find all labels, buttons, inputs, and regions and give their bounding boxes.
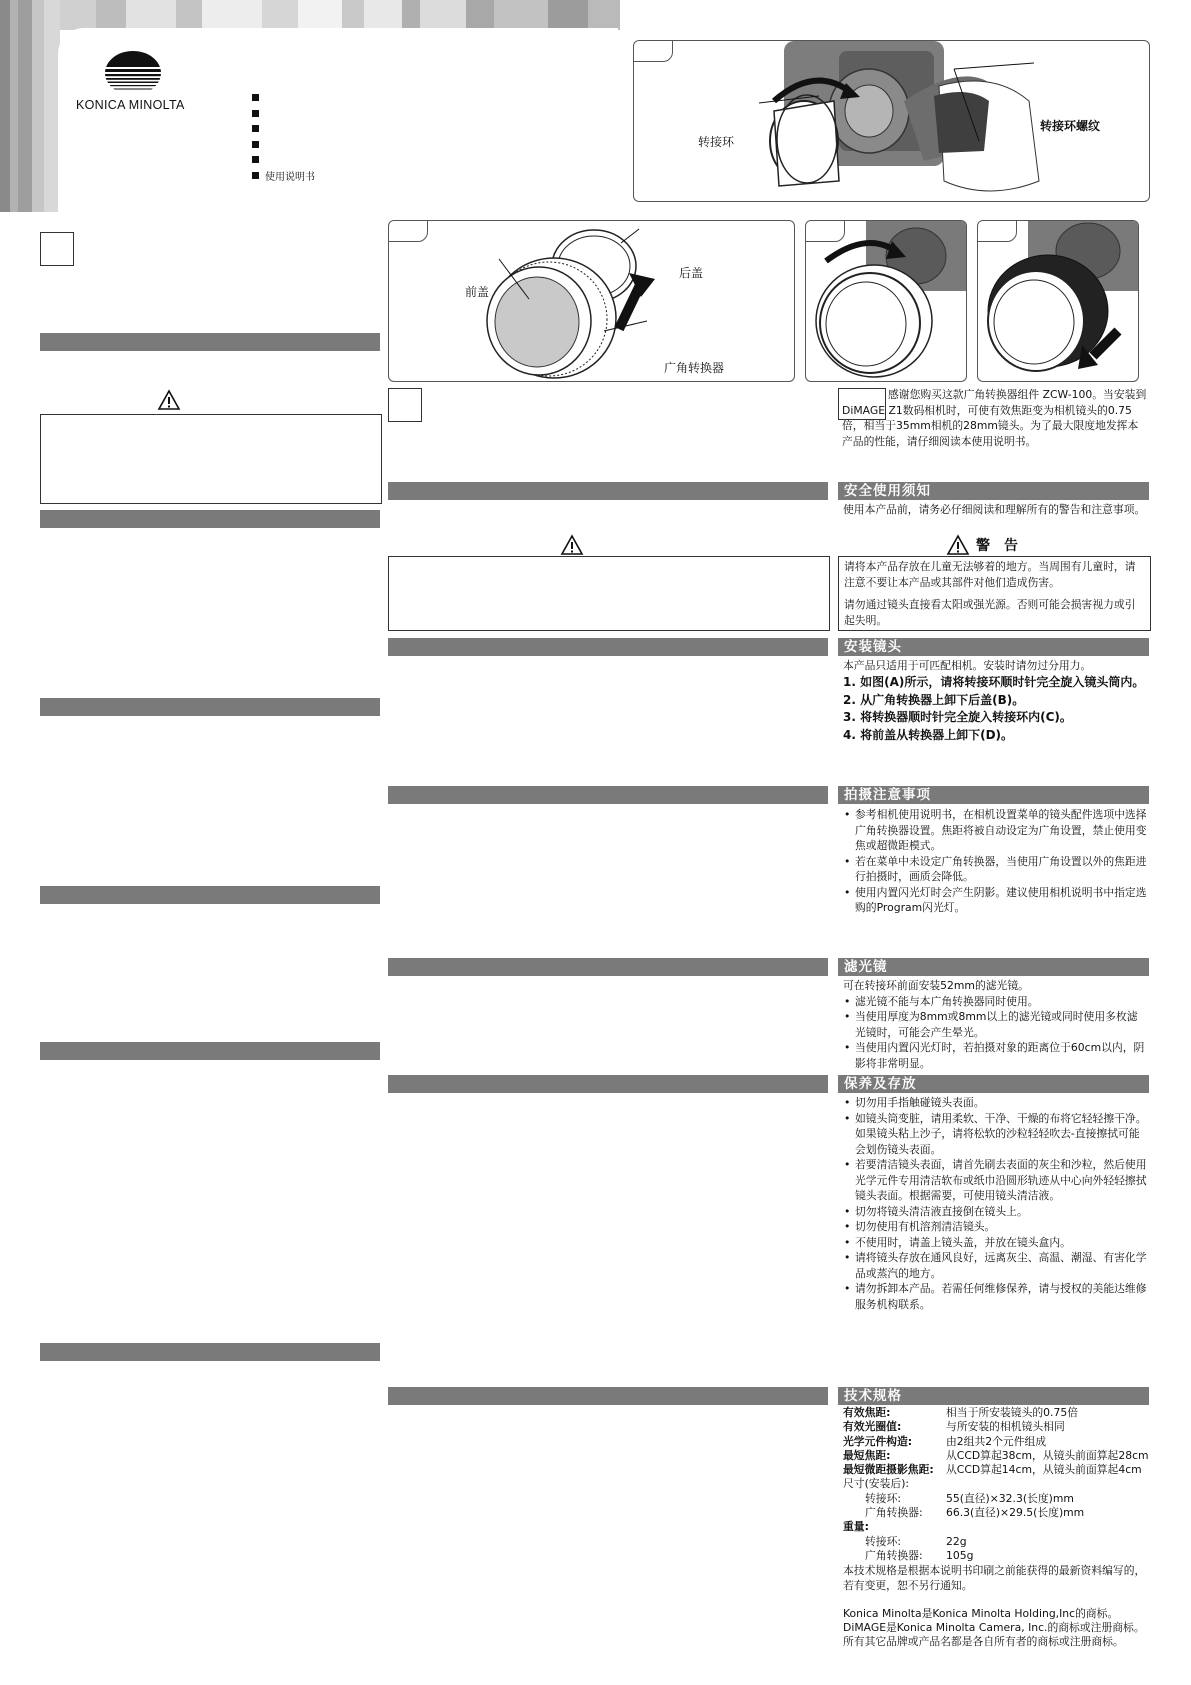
spec-key: 转接环:: [865, 1534, 902, 1548]
filters-title: 滤光镜: [844, 959, 888, 975]
spec-value: 66.3(直径)×29.5(长度)mm: [946, 1506, 1085, 1520]
spec-row: [843, 1449, 1153, 1463]
list-item: • 当使用厚度为8mm或8mm以上的滤光镜或同时使用多枚滤光镜时，可能会产生晕光。: [843, 1009, 1148, 1040]
spec-value: 从CCD算起14cm，从镜头前面算起4cm: [946, 1463, 1142, 1477]
mounting-step: 1. 如图(A)所示，请将转接环顺时针完全旋入镜头筒内。: [843, 675, 1145, 689]
spec-key: 有效光圈值:: [843, 1420, 902, 1434]
list-item: • 请将镜头存放在通风良好，远离灰尘、高温、潮湿、有害化学品或蒸汽的地方。: [843, 1250, 1148, 1281]
trademark-line: Konica Minolta是Konica Minolta Holding,Inc的商标。: [843, 1606, 1119, 1620]
spec-row: [843, 1463, 1153, 1477]
list-item: • 当使用内置闪光灯时，若拍摄对象的距离位于60cm以内，阴影将非常明显。: [843, 1040, 1148, 1071]
figure-b-label-rear-cap: 后盖: [679, 266, 704, 280]
figure-a-panel: [633, 40, 1150, 202]
care-list: [843, 1095, 1148, 1312]
spec-key: 最短焦距:: [843, 1448, 891, 1462]
left-section-bar-5: [40, 1042, 380, 1060]
care-title: 保养及存放: [844, 1076, 917, 1092]
list-item: • 滤光镜不能与本广角转换器同时使用。: [843, 994, 1148, 1010]
figure-b-panel: [388, 220, 795, 382]
shooting-title: 拍摄注意事项: [844, 787, 931, 803]
list-item: • 如镜头筒变脏，请用柔软、干净、干燥的布将它轻轻擦干净。如果镜头粘上沙子，请将松软的沙粒轻轻吹去-直接擦拭可能会划伤镜头表面。: [843, 1111, 1148, 1158]
spec-value: 22g: [946, 1534, 967, 1548]
spec-key: 有效焦距:: [843, 1406, 891, 1419]
left-warning-icon: [157, 389, 181, 411]
header-stripe: [0, 0, 620, 30]
middle-section-bar-6: [388, 1387, 828, 1405]
middle-warning-icon: [560, 534, 584, 556]
mounting-step: 2. 从广角转换器上卸下后盖(B)。: [843, 692, 1025, 707]
figure-d-panel: [977, 220, 1139, 382]
list-item: • 切勿使用有机溶剂清洁镜头。: [843, 1219, 1148, 1235]
warning-text-2: 请勿通过镜头直接看太阳或强光源。否则可能会损害视力或引起失明。: [844, 598, 1136, 627]
spec-row: [843, 1420, 1153, 1434]
specs-title: 技术规格: [844, 1388, 902, 1404]
list-item: • 使用内置闪光灯时会产生阴影。建议使用相机说明书中指定选购的Program闪光灯。: [843, 885, 1148, 916]
middle-warning-box: [388, 556, 830, 631]
left-section-bar-3: [40, 698, 380, 716]
spec-value: 相当于所安装镜头的0.75倍: [946, 1406, 1079, 1419]
spec-value: 105g: [946, 1548, 974, 1562]
list-item: • 请勿拆卸本产品。若需任何维修保养，请与授权的美能达维修服务机构联系。: [843, 1281, 1148, 1312]
list-item: • 切勿将镜头清洁液直接倒在镜头上。: [843, 1204, 1148, 1220]
middle-section-bar-5: [388, 1075, 828, 1093]
spec-key: 广角转换器:: [865, 1506, 923, 1520]
warning-box: [838, 556, 1151, 631]
spec-weight-label: 重量:: [843, 1520, 869, 1534]
mounting-intro: 本产品只适用于可匹配相机。安装时请勿过分用力。: [843, 659, 1092, 672]
left-section-bar-4: [40, 886, 380, 904]
figure-b-label-front-cap: 前盖: [465, 285, 490, 299]
middle-section-bar-2: [388, 638, 828, 656]
spec-value: 由2组共2个元件组成: [946, 1434, 1047, 1448]
spec-row: [843, 1535, 1153, 1549]
shooting-title-bar: [838, 786, 1149, 804]
warning-icon: [946, 534, 970, 556]
spec-key: 转接环:: [865, 1491, 902, 1505]
shooting-list: [843, 807, 1148, 916]
middle-section-bar-4: [388, 958, 828, 976]
spec-key: 光学元件构造:: [843, 1434, 913, 1448]
spec-dimensions-label: 尺寸(安装后):: [843, 1477, 910, 1491]
filters-intro: 可在转接环前面安装52mm的滤光镜。: [843, 979, 1029, 992]
figure-a-label-thread: 转接环螺纹: [1040, 119, 1101, 133]
header-card: [58, 28, 618, 218]
left-section-bar-1: [40, 333, 380, 351]
warning-title: 警 告: [976, 538, 1018, 554]
trademark-line: DiMAGE是Konica Minolta Camera, Inc.的商标或注册商标。: [843, 1621, 1145, 1635]
spec-note: 本技术规格是根据本说明书印刷之前能获得的最新资料编写的，若有变更，恕不另行通知。: [843, 1564, 1146, 1592]
warning-heading: [946, 534, 1018, 556]
intro-text: 感谢您购买这款广角转换器组件 ZCW-100。当安装到DiMAGE Z1数码相机时，可使有效焦距变为相机镜头的0.75倍，相当于35mm相机的28mm镜头。为了最大限度地发挥本产品的性能，请仔细阅读本使用说明书。: [842, 388, 1147, 448]
left-section-bar-6: [40, 1343, 380, 1361]
safety-intro: 使用本产品前，请务必仔细阅读和理解所有的警告和注意事项。: [843, 503, 1146, 516]
front-cap-remove-illustration: [978, 221, 1138, 381]
left-warning-box: [40, 414, 382, 504]
middle-language-badge: [388, 388, 422, 422]
spec-value: 与所安装的相机镜头相同: [946, 1420, 1065, 1434]
left-section-bar-2: [40, 510, 380, 528]
converter-caps-illustration: [389, 221, 794, 381]
spec-value: 55(直径)×32.3(长度)mm: [946, 1491, 1074, 1505]
language-list: [252, 90, 315, 183]
left-language-badge: [40, 232, 74, 266]
list-item: • 切勿用手指触碰镜头表面。: [843, 1095, 1148, 1111]
filters-list: [843, 978, 1148, 1071]
safety-title: 安全使用须知: [844, 483, 931, 499]
list-item: • 若要清洁镜头表面，请首先刷去表面的灰尘和沙粒，然后使用光学元件专用清洁软布或纸巾沿圆形轨迹从中心向外轻轻擦拭镜头表面。根据需要，可使用镜头清洁液。: [843, 1157, 1148, 1204]
spec-row: [843, 1492, 1153, 1506]
specs-title-bar: [838, 1387, 1149, 1405]
list-item: • 不使用时，请盖上镜头盖，并放在镜头盒内。: [843, 1235, 1148, 1251]
spec-row: [843, 1435, 1153, 1449]
mounting-steps: [843, 674, 1153, 744]
figure-c-panel: [805, 220, 967, 382]
safety-title-bar: [838, 482, 1149, 500]
spec-row: [843, 1506, 1153, 1520]
spec-key: 广角转换器:: [865, 1548, 923, 1562]
trademark-line: 所有其它品牌或产品名都是各自所有者的商标或注册商标。: [843, 1635, 1124, 1649]
mounting-step: 3. 将转换器顺时针完全旋入转接环内(C)。: [843, 710, 1072, 724]
mounting-title-bar: [838, 638, 1149, 656]
list-item: • 若在菜单中未设定广角转换器，当使用广角设置以外的焦距进行拍摄时，画质会降低。: [843, 854, 1148, 885]
mounting-title: 安装镜头: [844, 639, 902, 655]
konica-minolta-logo-icon: [104, 50, 162, 96]
warning-text-1: 请将本产品存放在儿童无法够着的地方。当周围有儿童时，请注意不要让本产品或其部件对他们造成伤害。: [844, 560, 1136, 589]
specs-table: [843, 1406, 1153, 1650]
figure-b-label-converter: 广角转换器: [664, 361, 725, 375]
language-chinese: 使用说明书: [265, 171, 315, 183]
care-title-bar: [838, 1075, 1149, 1093]
spec-row: [843, 1406, 1153, 1420]
middle-section-bar-3: [388, 786, 828, 804]
brand-name: KONICA MINOLTA: [76, 98, 185, 112]
spec-key: 最短微距摄影焦距:: [843, 1463, 934, 1477]
converter-attach-illustration: [806, 221, 966, 381]
middle-section-bar-1: [388, 482, 828, 500]
list-item: • 参考相机使用说明书，在相机设置菜单的镜头配件选项中选择广角转换器设置。焦距将被自动设定为广角设置，禁止使用变焦或超微距模式。: [843, 807, 1148, 854]
mounting-step: 4. 将前盖从转换器上卸下(D)。: [843, 727, 1014, 742]
figure-a-label-adapter: 转接环: [698, 135, 735, 149]
spec-value: 从CCD算起38cm，从镜头前面算起28cm: [946, 1448, 1149, 1462]
left-stripe: [0, 0, 60, 212]
filters-title-bar: [838, 958, 1149, 976]
spec-row: [843, 1549, 1153, 1563]
